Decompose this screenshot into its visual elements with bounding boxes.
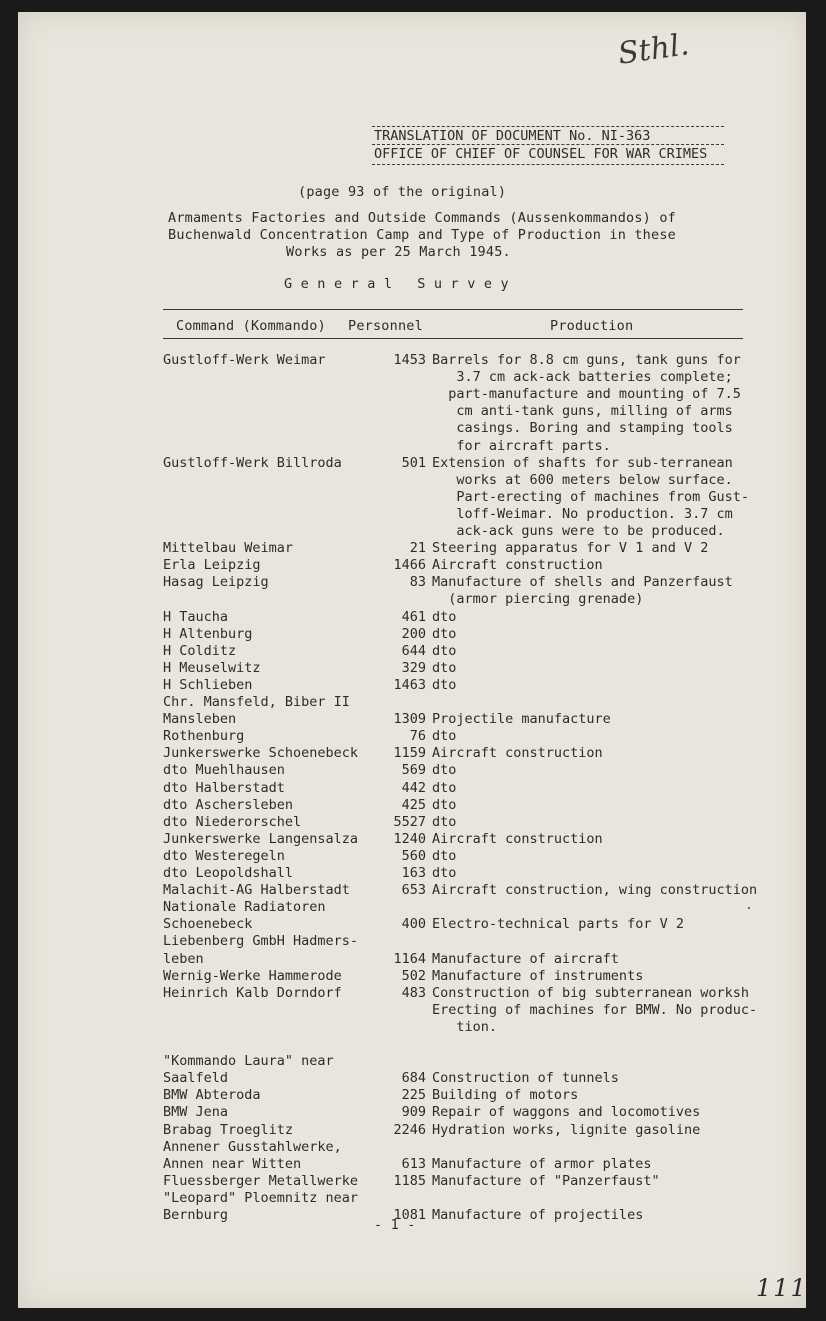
production-cell: Manufacture of instruments — [432, 967, 644, 984]
command-cell: dto Westeregeln — [163, 847, 285, 864]
personnel-cell: 1453 — [393, 352, 426, 368]
personnel-cell: 613 — [401, 1155, 426, 1172]
personnel-cell: 1081 — [393, 1207, 426, 1223]
table-row — [18, 420, 806, 437]
table-row — [18, 933, 806, 950]
table-row — [18, 523, 806, 540]
production-cell: dto — [432, 847, 457, 864]
header-line-1: TRANSLATION OF DOCUMENT No. NI-363 — [374, 128, 651, 144]
command-cell: Bernburg — [163, 1207, 229, 1223]
table-row — [18, 506, 806, 523]
header-line-2: OFFICE OF CHIEF OF COUNSEL FOR WAR CRIMES — [374, 146, 708, 162]
table-row — [18, 403, 806, 420]
command-cell: Hasag Leipzig — [163, 574, 269, 591]
personnel-cell: 200 — [401, 625, 426, 642]
production-cell: Repair of waggons and locomotives — [432, 1104, 701, 1121]
command-cell: Wernig-Werke Hammerode — [163, 967, 342, 984]
personnel-cell: 442 — [401, 779, 426, 796]
personnel-cell: 653 — [401, 882, 426, 899]
production-cell: dto — [432, 779, 457, 796]
production-cell: Construction of big subterranean worksh — [432, 984, 749, 1001]
personnel-cell: 1159 — [393, 745, 426, 762]
command-cell: H Taucha — [163, 608, 229, 625]
column-header-production: Production — [550, 318, 634, 334]
production-cell: Aircraft construction — [432, 830, 603, 847]
table-row — [18, 660, 806, 677]
command-cell: Junkerswerke Schoenebeck — [163, 745, 359, 762]
production-cell: Aircraft construction — [432, 557, 603, 574]
command-cell: Saalfeld — [163, 1070, 229, 1087]
command-cell: "Leopard" Ploemnitz near — [163, 1189, 359, 1206]
command-cell: Malachit-AG Halberstadt — [163, 882, 350, 899]
production-cell: dto — [432, 796, 457, 813]
table-row — [18, 1019, 806, 1036]
production-cell: Manufacture of armor plates — [432, 1155, 652, 1172]
column-header-personnel: Personnel — [348, 318, 423, 334]
table-row — [18, 762, 806, 779]
personnel-cell: 400 — [401, 916, 426, 933]
table-row — [18, 472, 806, 489]
production-cell: Steering apparatus for V 1 and V 2 — [432, 540, 709, 557]
command-cell: dto Leopoldshall — [163, 865, 294, 881]
production-cell: Aircraft construction, wing construction — [432, 882, 758, 899]
table-row — [18, 1173, 806, 1190]
table-row — [18, 882, 806, 899]
production-cell: (armor piercing grenade) — [432, 591, 644, 608]
production-cell: Electro-technical parts for V 2 — [432, 916, 684, 933]
production-cell: casings. Boring and stamping tools — [432, 420, 733, 437]
header-rule-top — [372, 126, 724, 127]
personnel-cell: 2246 — [393, 1121, 426, 1138]
personnel-cell: 909 — [401, 1104, 426, 1121]
table-row — [18, 797, 806, 814]
subtitle: G e n e r a l S u r v e y — [284, 276, 509, 292]
page-reference: (page 93 of the original) — [298, 184, 507, 200]
command-cell: dto Halberstadt — [163, 779, 285, 796]
command-cell: Mittelbau Weimar — [163, 540, 294, 557]
personnel-cell: 83 — [409, 574, 426, 591]
personnel-cell: 1185 — [393, 1172, 426, 1189]
production-cell: Construction of tunnels — [432, 1070, 619, 1087]
title-line-2: Buchenwald Concentration Camp and Type of Production in these — [168, 227, 676, 243]
command-cell: H Colditz — [163, 642, 237, 659]
production-cell: Building of motors — [432, 1087, 579, 1104]
command-cell: Gustloff-Werk Weimar — [163, 352, 326, 368]
table-row — [18, 1002, 806, 1019]
personnel-cell: 163 — [401, 865, 426, 881]
personnel-cell: 425 — [401, 796, 426, 813]
table-row — [18, 540, 806, 557]
table-row — [18, 745, 806, 762]
table-row — [18, 780, 806, 797]
command-cell: dto Muehlhausen — [163, 762, 285, 779]
command-cell: Brabag Troeglitz — [163, 1121, 294, 1138]
table-row — [18, 814, 806, 831]
personnel-cell: 1164 — [393, 950, 426, 967]
table-row — [18, 899, 806, 916]
table-row — [18, 1087, 806, 1104]
command-cell: Chr. Mansfeld, Biber II — [163, 694, 350, 710]
production-cell: dto — [432, 608, 457, 625]
command-cell: dto Aschersleben — [163, 796, 294, 813]
production-cell: Manufacture of shells and Panzerfaust — [432, 574, 733, 591]
table-rule-bottom — [163, 338, 743, 339]
personnel-cell: 329 — [401, 659, 426, 676]
command-cell: BMW Abteroda — [163, 1087, 261, 1104]
command-cell: BMW Jena — [163, 1104, 229, 1121]
document-page — [18, 12, 806, 1308]
personnel-cell: 560 — [401, 847, 426, 864]
personnel-cell: 21 — [409, 540, 426, 557]
handwritten-signature: Sthl. — [615, 27, 692, 72]
production-cell: Manufacture of aircraft — [432, 950, 619, 967]
command-cell: H Meuselwitz — [163, 659, 261, 676]
command-cell: dto Niederorschel — [163, 813, 302, 830]
table-row — [18, 985, 806, 1002]
command-cell: Fluessberger Metallwerke — [163, 1172, 359, 1189]
production-cell: cm anti-tank guns, milling of arms — [432, 403, 733, 420]
table-row — [18, 968, 806, 985]
title-line-3: Works as per 25 March 1945. — [286, 244, 511, 260]
command-cell: Junkerswerke Langensalza — [163, 830, 359, 847]
table-row — [18, 438, 806, 455]
production-cell: Erecting of machines for BMW. No produc- — [432, 1001, 758, 1018]
production-cell: ack-ack guns were to be produced. — [432, 523, 725, 539]
column-header-command: Command (Kommando) — [176, 318, 326, 334]
table-row — [18, 728, 806, 745]
production-cell: works at 600 meters below surface. — [432, 471, 733, 488]
command-cell: "Kommando Laura" near — [163, 1053, 334, 1070]
table-row — [18, 489, 806, 506]
table-row — [18, 1104, 806, 1121]
table-row — [18, 865, 806, 882]
command-cell: Annener Gusstahlwerke, — [163, 1138, 342, 1155]
table-row — [18, 1036, 806, 1053]
table-row — [18, 386, 806, 403]
header-rule-bottom — [372, 164, 724, 165]
production-cell: dto — [432, 659, 457, 676]
production-cell: dto — [432, 813, 457, 830]
personnel-cell: 1463 — [393, 676, 426, 693]
table-row — [18, 831, 806, 848]
command-cell: Mansleben — [163, 711, 237, 728]
table-row — [18, 916, 806, 933]
production-cell: Manufacture of projectiles — [432, 1207, 644, 1223]
table-row — [18, 609, 806, 626]
production-cell: dto — [432, 762, 457, 779]
production-cell: Part-erecting of machines from Gust- — [432, 488, 749, 505]
command-cell: Erla Leipzig — [163, 557, 261, 574]
command-cell: Nationale Radiatoren — [163, 899, 326, 916]
production-cell: dto — [432, 642, 457, 659]
table-row — [18, 1070, 806, 1087]
production-cell: Projectile manufacture — [432, 711, 611, 728]
table-rule-top — [163, 309, 743, 310]
personnel-cell: 1240 — [393, 830, 426, 847]
table-row — [18, 1190, 806, 1207]
command-cell: Heinrich Kalb Dorndorf — [163, 984, 342, 1001]
production-cell: part-manufacture and mounting of 7.5 — [432, 386, 741, 403]
production-cell: loff-Weimar. No production. 3.7 cm — [432, 505, 733, 522]
table-row — [18, 711, 806, 728]
handwritten-page-number: 111 — [756, 1274, 808, 1302]
personnel-cell: 483 — [401, 984, 426, 1001]
command-cell: leben — [163, 950, 204, 967]
table-row — [18, 951, 806, 968]
ink-mark — [748, 907, 750, 909]
production-cell: for aircraft parts. — [432, 437, 611, 454]
command-cell: Schoenebeck — [163, 916, 253, 933]
personnel-cell: 225 — [401, 1087, 426, 1104]
production-cell: dto — [432, 625, 457, 642]
command-cell: Annen near Witten — [163, 1155, 302, 1172]
table-row — [18, 677, 806, 694]
table-row — [18, 694, 806, 711]
table-row — [18, 574, 806, 591]
table-row — [18, 369, 806, 386]
personnel-cell: 501 — [401, 454, 426, 471]
production-cell: tion. — [432, 1018, 498, 1035]
production-cell: dto — [432, 865, 457, 881]
table-row — [18, 1139, 806, 1156]
production-cell: Extension of shafts for sub-terranean — [432, 454, 733, 471]
personnel-cell: 502 — [401, 967, 426, 984]
production-cell: 3.7 cm ack-ack batteries complete; — [432, 369, 733, 386]
table-row — [18, 1122, 806, 1139]
table-row — [18, 848, 806, 865]
table-row — [18, 352, 806, 369]
personnel-cell: 461 — [401, 608, 426, 625]
table-row — [18, 626, 806, 643]
table-row — [18, 455, 806, 472]
command-cell: Gustloff-Werk Billroda — [163, 454, 342, 471]
table-row — [18, 1156, 806, 1173]
command-cell: H Altenburg — [163, 625, 253, 642]
production-cell: dto — [432, 728, 457, 745]
personnel-cell: 684 — [401, 1070, 426, 1087]
production-cell: Barrels for 8.8 cm guns, tank guns for — [432, 352, 741, 368]
personnel-cell: 5527 — [393, 813, 426, 830]
personnel-cell: 76 — [409, 728, 426, 745]
personnel-cell: 1309 — [393, 711, 426, 728]
title-line-1: Armaments Factories and Outside Commands (Aussenkommandos) of — [168, 210, 676, 226]
personnel-cell: 1466 — [393, 557, 426, 574]
page-footer: - 1 - — [374, 1217, 416, 1233]
table-row — [18, 557, 806, 574]
command-cell: H Schlieben — [163, 676, 253, 693]
command-cell: Liebenberg GmbH Hadmers- — [163, 933, 359, 950]
personnel-cell: 569 — [401, 762, 426, 779]
table-row — [18, 643, 806, 660]
personnel-cell: 644 — [401, 642, 426, 659]
table-row — [18, 591, 806, 608]
command-cell: Rothenburg — [163, 728, 245, 745]
table-row — [18, 1053, 806, 1070]
production-cell: Manufacture of "Panzerfaust" — [432, 1172, 660, 1189]
header-rule-mid — [372, 144, 724, 145]
production-cell: dto — [432, 676, 457, 693]
production-cell: Hydration works, lignite gasoline — [432, 1121, 701, 1138]
production-cell: Aircraft construction — [432, 745, 603, 762]
